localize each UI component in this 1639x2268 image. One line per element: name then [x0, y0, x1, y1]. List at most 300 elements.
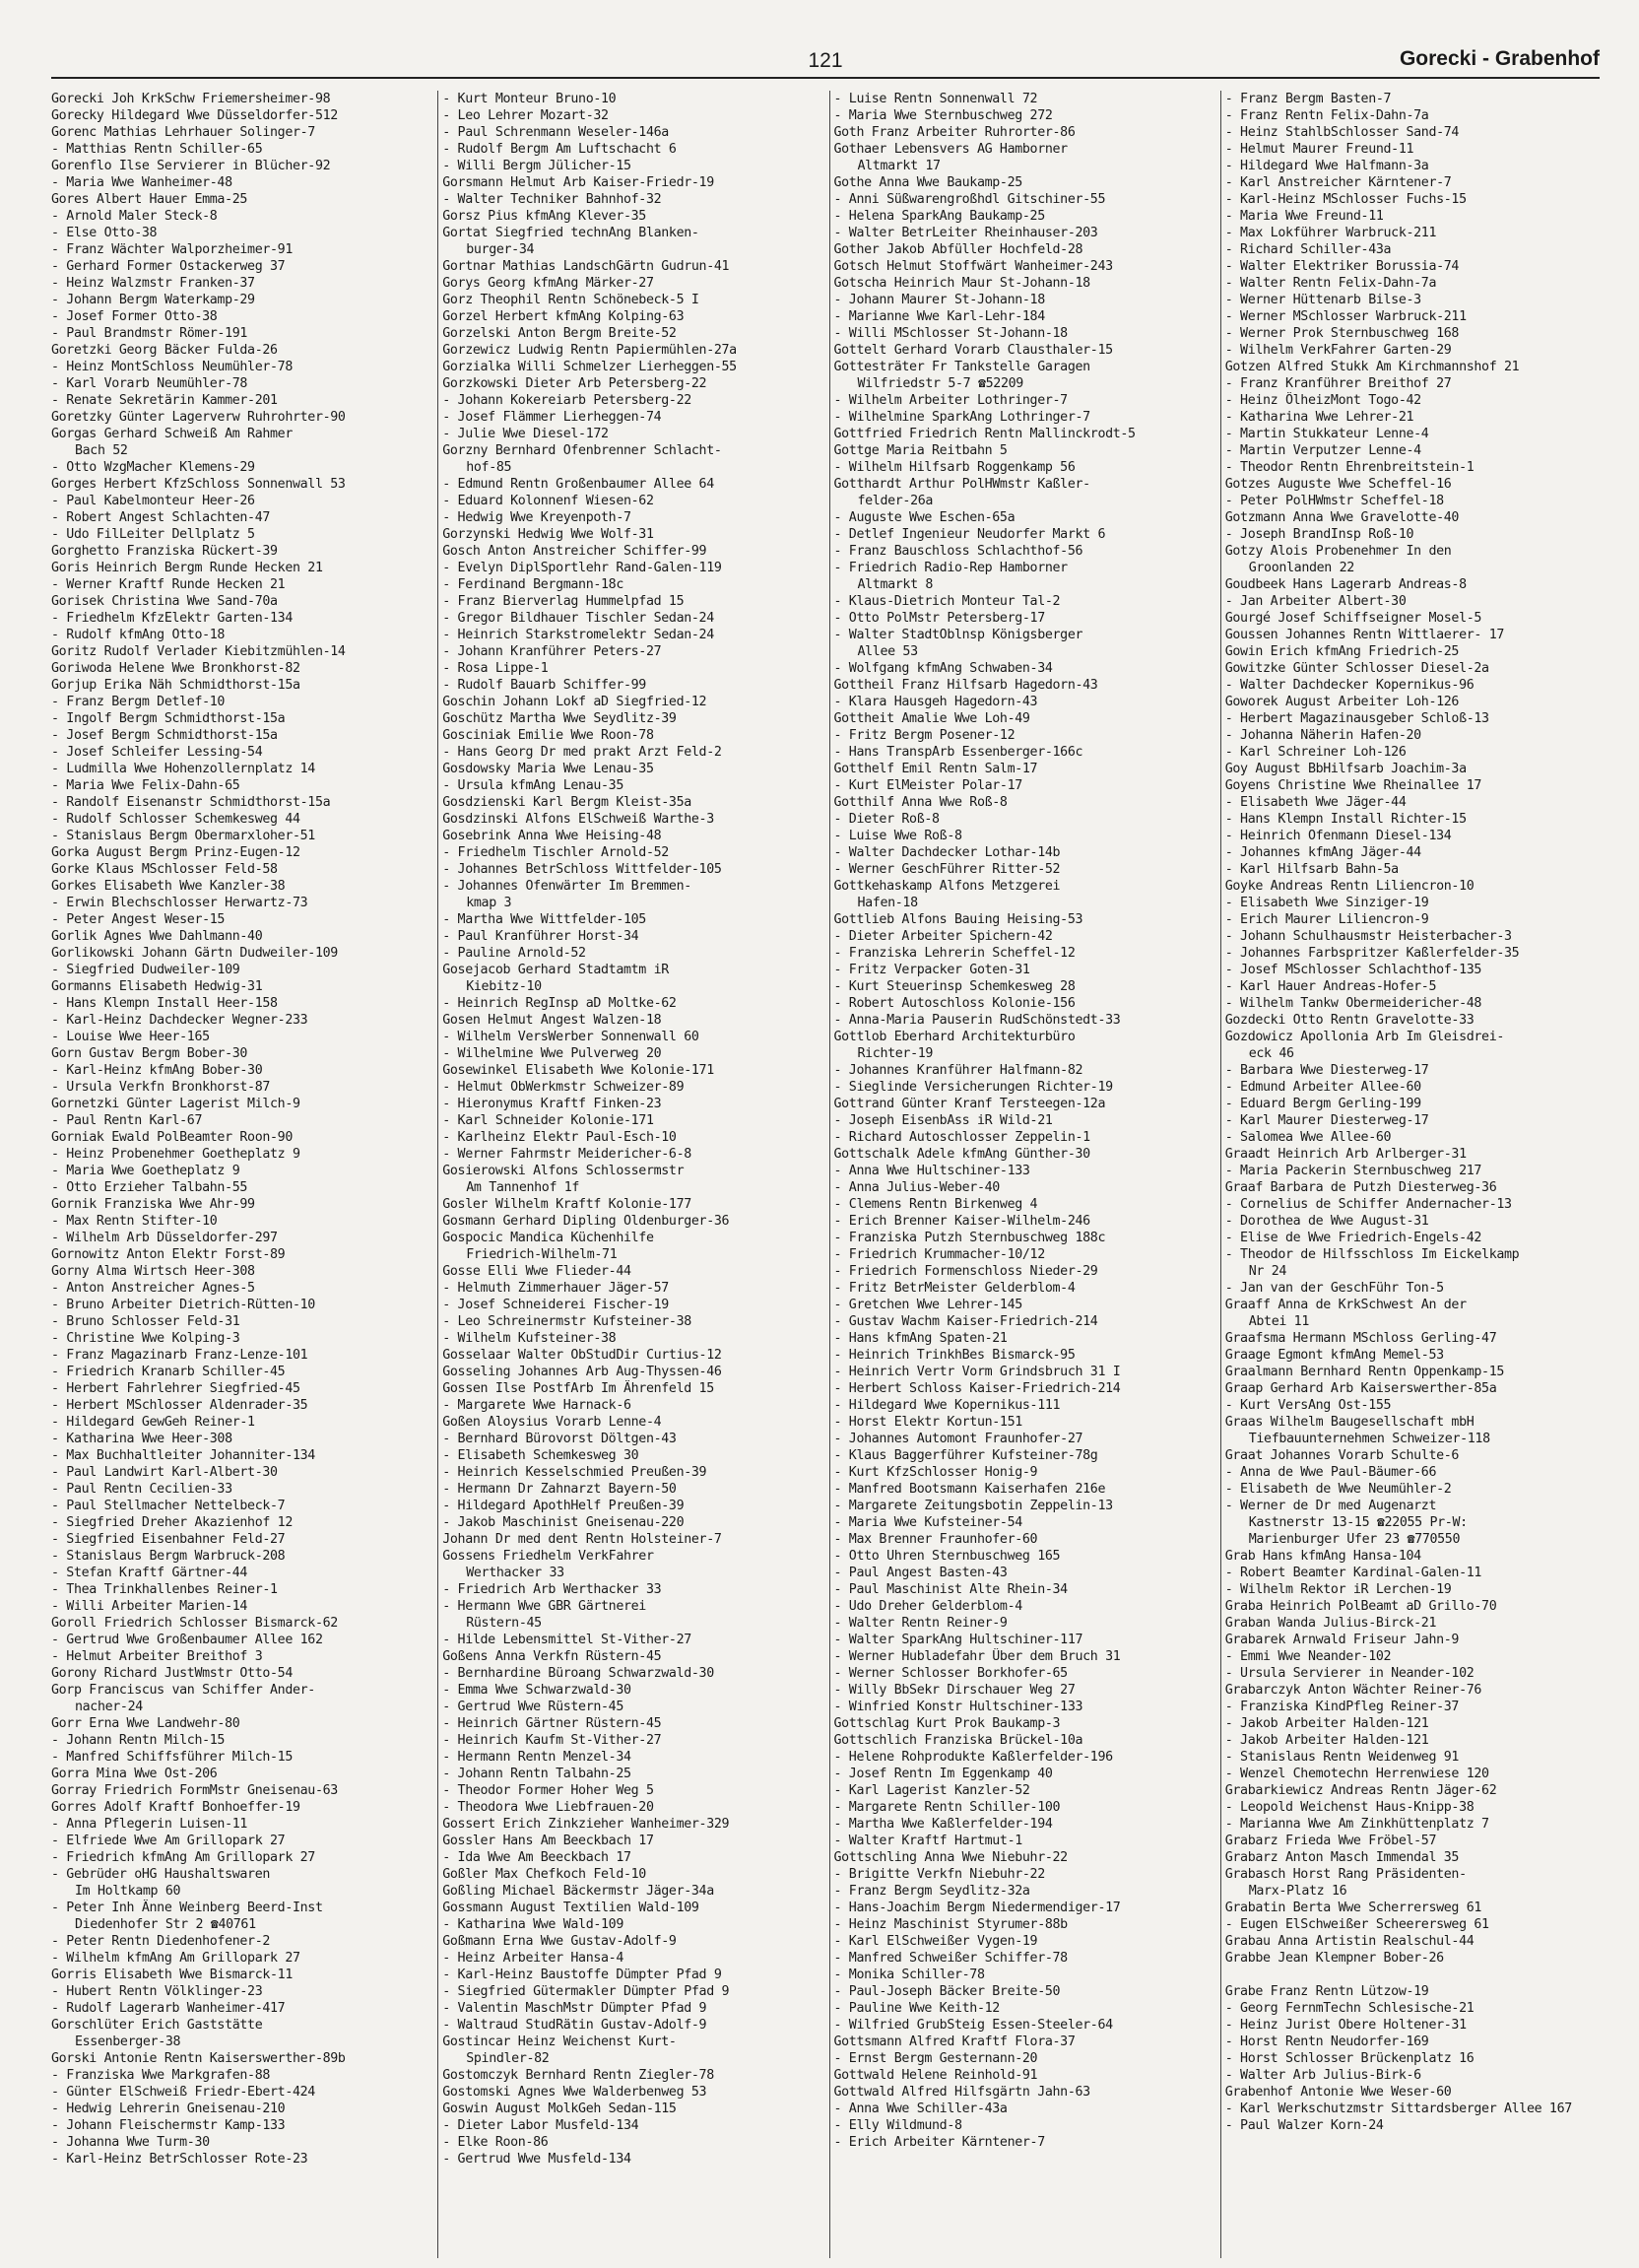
directory-entry: Goth Franz Arbeiter Ruhrorter-86: [833, 125, 1076, 140]
directory-entry: - Bernhard Bürovorst Döltgen-43: [442, 1432, 677, 1446]
directory-entry: - Randolf Eisenanstr Schmidthorst-15a: [51, 795, 331, 810]
directory-entry: - Heinrich TrinkhBes Bismarck-95: [833, 1348, 1076, 1363]
directory-entry: - Johanna Näherin Hafen-20: [1224, 728, 1421, 743]
directory-entry: - Arnold Maler Steck-8: [51, 209, 218, 224]
directory-entry: - Emmi Wwe Neander-102: [1224, 1649, 1392, 1664]
directory-entry: - Jakob Arbeiter Halden-121: [1224, 1733, 1429, 1748]
directory-entry: - Kurt Monteur Bruno-10: [442, 92, 617, 106]
directory-entry: - Walter Arb Julius-Birk-6: [1224, 2068, 1421, 2083]
directory-entry: - Julie Wwe Diesel-172: [442, 427, 609, 441]
directory-entry: - Theodor Rentn Ehrenbreitstein-1: [1224, 460, 1475, 475]
directory-entry: - Waltraud StudRätin Gustav-Adolf-9: [442, 2018, 707, 2033]
directory-entry: - Emma Wwe Schwarzwald-30: [442, 1683, 631, 1698]
directory-entry: Gornetzki Günter Lagerist Milch-9: [51, 1097, 300, 1111]
directory-entry: - Detlef Ingenieur Neudorfer Markt 6: [833, 527, 1106, 542]
directory-entry: Goussen Johannes Rentn Wittlaerer- 17: [1224, 628, 1505, 642]
directory-entry: - Hildegard ApothHelf Preußen-39: [442, 1499, 685, 1513]
directory-entry: - Willi Arbeiter Marien-14: [51, 1599, 248, 1614]
directory-entry: Gorny Alma Wirtsch Heer-308: [51, 1264, 255, 1279]
directory-entry: Nr 24: [1248, 1264, 1287, 1279]
directory-entry: - Karl Hauer Andreas-Hofer-5: [1224, 979, 1437, 994]
directory-entry: - Josef Flämmer Lierheggen-74: [442, 410, 662, 425]
directory-entry: - Rudolf Lagerarb Wanheimer-417: [51, 2001, 286, 2016]
directory-entry: Gores Albert Hauer Emma-25: [51, 192, 248, 207]
directory-entry: - Maria Wwe Kufsteiner-54: [833, 1515, 1022, 1530]
directory-entry: Goyens Christine Wwe Rheinallee 17: [1224, 778, 1482, 793]
directory-entry: - Karl Schneider Kolonie-171: [442, 1113, 654, 1128]
directory-entry: - Heinrich RegInsp aD Moltke-62: [442, 996, 677, 1011]
directory-entry: - Johanna Wwe Turm-30: [51, 2135, 210, 2150]
directory-entry: Gorp Franciscus van Schiffer Ander-: [51, 1683, 315, 1698]
directory-entry: Gosierowski Alfons Schlossermstr: [442, 1164, 685, 1178]
directory-entry: - Leo Lehrer Mozart-32: [442, 108, 609, 123]
directory-entry: Gospocic Mandica Küchenhilfe: [442, 1231, 654, 1245]
directory-entry: hof-85: [466, 460, 512, 475]
directory-entry: - Wilhelm Hilfsarb Roggenkamp 56: [833, 460, 1076, 475]
directory-entry: Gorsmann Helmut Arb Kaiser-Friedr-19: [442, 175, 714, 190]
directory-entry: - Theodor Former Hoher Weg 5: [442, 1783, 654, 1798]
directory-entry: - Erich Arbeiter Kärntener-7: [833, 2135, 1045, 2150]
directory-entry: - Louise Wwe Heer-165: [51, 1030, 210, 1044]
directory-entry: - Heinz MontSchloss Neumühler-78: [51, 360, 293, 374]
directory-entry: Hafen-18: [857, 896, 918, 910]
directory-entry: - Hans-Joachim Bergm Niedermendiger-17: [833, 1901, 1121, 1915]
directory-entry: Graafsma Hermann MSchloss Gerling-47: [1224, 1331, 1497, 1346]
directory-entry: - Johann Maurer St-Johann-18: [833, 293, 1045, 307]
directory-entry: - Manfred Schiffsführer Milch-15: [51, 1750, 293, 1765]
directory-entry: - Helmuth Zimmerhauer Jäger-57: [442, 1281, 669, 1296]
directory-entry: Kiebitz-10: [466, 979, 542, 994]
directory-entry: - Wilhelm VersWerber Sonnenwall 60: [442, 1030, 699, 1044]
directory-entry: - Karlheinz Elektr Paul-Esch-10: [442, 1130, 677, 1145]
directory-entry: Graage Egmont kfmAng Memel-53: [1224, 1348, 1444, 1363]
directory-entry: - Karl ElSchweißer Vygen-19: [833, 1934, 1038, 1949]
directory-entry: Groonlanden 22: [1248, 561, 1354, 575]
directory-entry: - Jan van der GeschFühr Ton-5: [1224, 1281, 1444, 1296]
directory-entry: - Evelyn DiplSportlehr Rand-Galen-119: [442, 561, 722, 575]
directory-entry: - Christine Wwe Kolping-3: [51, 1331, 240, 1346]
directory-entry: - Peter Rentn Diedenhofener-2: [51, 1934, 271, 1949]
directory-entry: Abtei 11: [1248, 1314, 1309, 1329]
directory-entry: Goschin Johann Lokf aD Siegfried-12: [442, 695, 707, 709]
directory-entry: - Walter Rentn Reiner-9: [833, 1616, 1008, 1631]
directory-entry: - Elfriede Wwe Am Grillopark 27: [51, 1834, 286, 1848]
directory-entry: - Brigitte Verkfn Niebuhr-22: [833, 1867, 1045, 1882]
directory-entry: Grabatin Berta Wwe Scherrersweg 61: [1224, 1901, 1482, 1915]
directory-entry: - Friedhelm KfzElektr Garten-134: [51, 611, 293, 626]
directory-entry: - Theodora Wwe Liebfrauen-20: [442, 1800, 654, 1815]
directory-entry: - Horst Rentn Neudorfer-169: [1224, 2035, 1429, 2049]
directory-columns: [51, 91, 1600, 2258]
directory-entry: Gorzny Bernhard Ofenbrenner Schlacht-: [442, 443, 722, 458]
directory-entry: - Jakob Arbeiter Halden-121: [1224, 1716, 1429, 1731]
directory-entry: Tiefbauunternehmen Schweizer-118: [1248, 1432, 1490, 1446]
directory-entry: - Peter PolHWmstr Scheffel-18: [1224, 494, 1444, 508]
directory-entry: Gornik Franziska Wwe Ahr-99: [51, 1197, 255, 1212]
directory-entry: - Rudolf Bergm Am Luftschacht 6: [442, 142, 677, 157]
directory-entry: Goretzky Günter Lagerverw Ruhrohrter-90: [51, 410, 346, 425]
directory-entry: - Martin Stukkateur Lenne-4: [1224, 427, 1429, 441]
directory-entry: - Werner de Dr med Augenarzt: [1224, 1499, 1437, 1513]
directory-entry: - Hermann Rentn Menzel-34: [442, 1750, 631, 1765]
running-head: Gorecki - Grabenhof: [1399, 47, 1600, 70]
directory-entry: - Friedrich Formenschloss Nieder-29: [833, 1264, 1098, 1279]
directory-entry: - Hans Georg Dr med prakt Arzt Feld-2: [442, 745, 722, 760]
directory-entry: Gozdecki Otto Rentn Gravelotte-33: [1224, 1013, 1475, 1028]
directory-entry: - Paul Schrenmann Weseler-146a: [442, 125, 669, 140]
directory-entry: - Elly Wildmund-8: [833, 2118, 962, 2133]
directory-entry: Graadt Heinrich Arb Arlberger-31: [1224, 1147, 1467, 1162]
directory-entry: - Friedrich Kranarb Schiller-45: [51, 1365, 286, 1379]
directory-entry: - Helene Rohprodukte Kaßlerfelder-196: [833, 1750, 1113, 1765]
directory-entry: Goßler Max Chefkoch Feld-10: [442, 1867, 646, 1882]
directory-entry: - Walter Rentn Felix-Dahn-7a: [1224, 276, 1437, 291]
directory-entry: - Ursula Verkfn Bronkhorst-87: [51, 1080, 271, 1095]
directory-entry: - Dieter Arbeiter Spichern-42: [833, 929, 1053, 944]
directory-entry: Grabarz Anton Masch Immendal 35: [1224, 1850, 1460, 1865]
directory-entry: - Johann Rentn Milch-15: [51, 1733, 226, 1748]
directory-entry: - Heinz Walzmstr Franken-37: [51, 276, 255, 291]
directory-entry: - Joseph EisenbAss iR Wild-21: [833, 1113, 1053, 1128]
directory-entry: - Anna Pflegerin Luisen-11: [51, 1817, 248, 1832]
directory-entry: - Dorothea de Wwe August-31: [1224, 1214, 1429, 1229]
directory-entry: Gottelt Gerhard Vorarb Clausthaler-15: [833, 343, 1113, 358]
directory-entry: - Friedrich Arb Werthacker 33: [442, 1582, 662, 1597]
directory-entry: - Willy BbSekr Dirschauer Weg 27: [833, 1683, 1076, 1698]
directory-entry: Gotthelf Emil Rentn Salm-17: [833, 762, 1038, 776]
directory-entry: Gottlieb Alfons Bauing Heising-53: [833, 912, 1083, 927]
directory-entry: - Maria Wwe Freund-11: [1224, 209, 1384, 224]
directory-entry: - Wilhelm Tankw Obermeidericher-48: [1224, 996, 1482, 1011]
directory-entry: Gorkes Elisabeth Wwe Kanzler-38: [51, 879, 286, 894]
directory-entry: - Karl Werkschutzmstr Sittardsberger Allee 167: [1224, 2101, 1572, 2116]
directory-entry: - Johannes Ofenwärter Im Bremmen-: [442, 879, 691, 894]
directory-entry: - Wilfried GrubSteig Essen-Steeler-64: [833, 2018, 1113, 2033]
directory-entry: - Heinrich Gärtner Rüstern-45: [442, 1716, 662, 1731]
directory-entry: - Paul Walzer Korn-24: [1224, 2118, 1384, 2133]
directory-entry: Gossen Ilse PostfArb Im Ährenfeld 15: [442, 1381, 714, 1396]
directory-entry: Grabarkiewicz Andreas Rentn Jäger-62: [1224, 1783, 1497, 1798]
directory-entry: - Max Buchhaltleiter Johanniter-134: [51, 1448, 315, 1463]
directory-entry: Gottwald Helene Reinhold-91: [833, 2068, 1038, 2083]
directory-entry: - Anna Wwe Schiller-43a: [833, 2101, 1008, 2116]
directory-entry: - Bruno Arbeiter Dietrich-Rütten-10: [51, 1298, 315, 1312]
directory-entry: - Karl-Heinz Dachdecker Wegner-233: [51, 1013, 308, 1028]
directory-entry: - Siegfried Eisenbahner Feld-27: [51, 1532, 286, 1547]
directory-entry: - Peter Inh Änne Weinberg Beerd-Inst: [51, 1901, 323, 1915]
directory-entry: - Johannes Kranführer Halfmann-82: [833, 1063, 1083, 1078]
directory-entry: Gottschlich Franziska Brückel-10a: [833, 1733, 1083, 1748]
directory-entry: Gossler Hans Am Beeckbach 17: [442, 1834, 654, 1848]
directory-entry: - Herbert Magazinausgeber Schloß-13: [1224, 711, 1489, 726]
directory-entry: Gorn Gustav Bergm Bober-30: [51, 1046, 248, 1061]
directory-entry: - Thea Trinkhallenbes Reiner-1: [51, 1582, 278, 1597]
directory-entry: - Hildegard GewGeh Reiner-1: [51, 1415, 255, 1430]
directory-entry: Gottheit Amalie Wwe Loh-49: [833, 711, 1030, 726]
directory-entry: - Anton Anstreicher Agnes-5: [51, 1281, 255, 1296]
directory-entry: - Helena SparkAng Baukamp-25: [833, 209, 1045, 224]
directory-entry: - Wilhelm Rektor iR Lerchen-19: [1224, 1582, 1452, 1597]
directory-entry: Rüstern-45: [466, 1616, 542, 1631]
directory-entry: - Helmut Arbeiter Breithof 3: [51, 1649, 263, 1664]
directory-entry: - Ferdinand Bergmann-18c: [442, 577, 623, 592]
directory-entry: - Heinrich Vertr Vorm Grindsbruch 31 I: [833, 1365, 1121, 1379]
directory-entry: - Jakob Maschinist Gneisenau-220: [442, 1515, 685, 1530]
directory-entry: - Elise de Wwe Friedrich-Engels-42: [1224, 1231, 1482, 1245]
directory-entry: - Karl Hilfsarb Bahn-5a: [1224, 862, 1399, 877]
directory-entry: - Wilhelm kfmAng Am Grillopark 27: [51, 1951, 300, 1966]
directory-entry: - Robert Autoschloss Kolonie-156: [833, 996, 1076, 1011]
directory-entry: Gottwald Alfred Hilfsgärtn Jahn-63: [833, 2085, 1090, 2100]
directory-entry: - Karl-Heinz Baustoffe Dümpter Pfad 9: [442, 1968, 722, 1982]
directory-entry: - Stefan Kraftf Gärtner-44: [51, 1566, 248, 1580]
directory-entry: - Barbara Wwe Diesterweg-17: [1224, 1063, 1429, 1078]
directory-entry: Gotthardt Arthur PolHWmstr Kaßler-: [833, 477, 1090, 492]
directory-entry: - Josef Former Otto-38: [51, 309, 218, 324]
directory-entry: - Stanislaus Bergm Obermarxloher-51: [51, 829, 315, 843]
directory-entry: - Wilhelm Kufsteiner-38: [442, 1331, 617, 1346]
directory-entry: - Gertrud Wwe Großenbaumer Allee 162: [51, 1633, 323, 1647]
directory-entry: Gortnar Mathias LandschGärtn Gudrun-41: [442, 259, 730, 274]
directory-entry: - Edmund Rentn Großenbaumer Allee 64: [442, 477, 714, 492]
directory-entry: - Maria Wwe Goetheplatz 9: [51, 1164, 240, 1178]
directory-entry: Graalmann Bernhard Rentn Oppenkamp-15: [1224, 1365, 1505, 1379]
directory-entry: Goriwoda Helene Wwe Bronkhorst-82: [51, 661, 300, 676]
directory-entry: - Wilhelm VerkFahrer Garten-29: [1224, 343, 1452, 358]
directory-entry: - Robert Angest Schlachten-47: [51, 510, 271, 525]
directory-entry: Gourgé Josef Schiffseigner Mosel-5: [1224, 611, 1482, 626]
directory-entry: - Werner MSchlosser Warbruck-211: [1224, 309, 1467, 324]
directory-entry: - Else Otto-38: [51, 226, 158, 240]
directory-entry: - Johann Rentn Talbahn-25: [442, 1767, 631, 1781]
directory-entry: - Helmut ObWerkmstr Schweizer-89: [442, 1080, 685, 1095]
directory-entry: - Hans Klempn Install Richter-15: [1224, 812, 1467, 827]
directory-entry: eck 46: [1248, 1046, 1294, 1061]
directory-entry: - Martha Wwe Kaßlerfelder-194: [833, 1817, 1053, 1832]
directory-entry: Essenberger-38: [75, 2035, 181, 2049]
directory-entry: - Hubert Rentn Völklinger-23: [51, 1984, 263, 1999]
directory-entry: Graba Heinrich PolBeamt aD Grillo-70: [1224, 1599, 1497, 1614]
directory-entry: Gottge Maria Reitbahn 5: [833, 443, 1008, 458]
directory-entry: - Heinz StahlbSchlosser Sand-74: [1224, 125, 1460, 140]
directory-entry: - Auguste Wwe Eschen-65a: [833, 510, 1016, 525]
directory-entry: - Friedhelm Tischler Arnold-52: [442, 845, 669, 860]
directory-entry: - Wilhelmine SparkAng Lothringer-7: [833, 410, 1090, 425]
directory-entry: Gosen Helmut Angest Walzen-18: [442, 1013, 662, 1028]
directory-entry: - Kurt Steuerinsp Schemkesweg 28: [833, 979, 1076, 994]
directory-entry: - Wilhelm Arbeiter Lothringer-7: [833, 393, 1068, 408]
directory-entry: - Josef Bergm Schmidthorst-15a: [51, 728, 278, 743]
directory-entry: - Paul Landwirt Karl-Albert-30: [51, 1465, 278, 1480]
directory-entry: - Wilhelmine Wwe Pulverweg 20: [442, 1046, 662, 1061]
directory-column-3: [829, 91, 1209, 2258]
directory-entry: - Helmut Maurer Freund-11: [1224, 142, 1414, 157]
directory-entry: Altmarkt 8: [857, 577, 934, 592]
directory-entry: - Siegfried Dudweiler-109: [51, 963, 240, 977]
directory-entry: - Monika Schiller-78: [833, 1968, 985, 1982]
directory-entry: - Johann Fleischermstr Kamp-133: [51, 2118, 286, 2133]
directory-entry: Marx-Platz 16: [1248, 1884, 1347, 1899]
directory-entry: - Bruno Schlosser Feld-31: [51, 1314, 240, 1329]
directory-entry: - Hans TranspArb Essenberger-166c: [833, 745, 1083, 760]
directory-entry: - Wenzel Chemotechn Herrenwiese 120: [1224, 1767, 1489, 1781]
directory-entry: - Edmund Arbeiter Allee-60: [1224, 1080, 1421, 1095]
directory-entry: - Eugen ElSchweißer Scheerersweg 61: [1224, 1917, 1489, 1932]
directory-entry: - Maria Packerin Sternbuschweg 217: [1224, 1164, 1482, 1178]
directory-entry: - Franz Bierverlag Hummelpfad 15: [442, 594, 685, 609]
directory-entry: Gottrand Günter Kranf Tersteegen-12a: [833, 1097, 1106, 1111]
directory-entry: - Werner Schlosser Borkhofer-65: [833, 1666, 1068, 1681]
directory-entry: - Otto WzgMacher Klemens-29: [51, 460, 255, 475]
directory-entry: Richter-19: [857, 1046, 934, 1061]
directory-entry: Wilfriedstr 5-7 ☎52209: [857, 376, 1023, 391]
directory-entry: - Elisabeth Wwe Sinziger-19: [1224, 896, 1429, 910]
directory-column-2: [437, 91, 817, 2258]
directory-entry: Gotscha Heinrich Maur St-Johann-18: [833, 276, 1090, 291]
directory-entry: - Werner Hüttenarb Bilse-3: [1224, 293, 1421, 307]
directory-entry: [1225, 1967, 1600, 1983]
directory-entry: Gosse Elli Wwe Flieder-44: [442, 1264, 631, 1279]
directory-entry: - Rudolf Schlosser Schemkesweg 44: [51, 812, 300, 827]
directory-entry: - Salomea Wwe Allee-60: [1224, 1130, 1392, 1145]
directory-entry: - Franz Kranführer Breithof 27: [1224, 376, 1452, 391]
directory-entry: - Dieter Labor Musfeld-134: [442, 2118, 639, 2133]
directory-entry: - Heinz ÖlheizMont Togo-42: [1224, 393, 1421, 408]
directory-entry: Gorzialka Willi Schmelzer Lierheggen-55: [442, 360, 737, 374]
directory-entry: Goy August BbHilfsarb Joachim-3a: [1224, 762, 1467, 776]
directory-entry: Gosseling Johannes Arb Aug-Thyssen-46: [442, 1365, 722, 1379]
directory-entry: - Walter Dachdecker Lothar-14b: [833, 845, 1061, 860]
directory-entry: Gotzmann Anna Wwe Gravelotte-40: [1224, 510, 1460, 525]
directory-entry: felder-26a: [857, 494, 934, 508]
directory-entry: - Gebrüder oHG Haushaltswaren: [51, 1867, 271, 1882]
directory-entry: - Stanislaus Bergm Warbruck-208: [51, 1549, 286, 1564]
directory-entry: - Josef Rentn Im Eggenkamp 40: [833, 1767, 1053, 1781]
directory-entry: - Elke Roon-86: [442, 2135, 549, 2150]
directory-entry: Gorzewicz Ludwig Rentn Papiermühlen-27a: [442, 343, 737, 358]
directory-entry: Gorony Richard JustWmstr Otto-54: [51, 1666, 293, 1681]
directory-entry: Gorlikowski Johann Gärtn Dudweiler-109: [51, 946, 338, 961]
directory-entry: - Siegfried Dreher Akazienhof 12: [51, 1515, 293, 1530]
directory-entry: - Walter Techniker Bahnhof-32: [442, 192, 662, 207]
directory-entry: - Franz Bergm Seydlitz-32a: [833, 1884, 1030, 1899]
directory-entry: Goschütz Martha Wwe Seydlitz-39: [442, 711, 677, 726]
directory-entry: - Renate Sekretärin Kammer-201: [51, 393, 278, 408]
directory-entry: - Dieter Roß-8: [833, 812, 940, 827]
directory-entry: - Walter SparkAng Hultschiner-117: [833, 1633, 1083, 1647]
directory-entry: - Rudolf Bauarb Schiffer-99: [442, 678, 646, 693]
directory-entry: - Johann Bergm Waterkamp-29: [51, 293, 255, 307]
directory-entry: - Katharina Wwe Wald-109: [442, 1917, 623, 1932]
directory-entry: Gotsch Helmut Stoffwärt Wanheimer-243: [833, 259, 1113, 274]
directory-entry: Goswin August MolkGeh Sedan-115: [442, 2101, 677, 2116]
directory-entry: - Herbert Schloss Kaiser-Friedrich-214: [833, 1381, 1121, 1396]
directory-entry: Graban Wanda Julius-Birck-21: [1224, 1616, 1437, 1631]
directory-entry: - Udo FilLeiter Dellplatz 5: [51, 527, 255, 542]
directory-entry: - Maria Wwe Felix-Dahn-65: [51, 778, 240, 793]
directory-entry: Grabe Franz Rentn Lützow-19: [1224, 1984, 1429, 1999]
directory-entry: - Friedrich kfmAng Am Grillopark 27: [51, 1850, 315, 1865]
directory-entry: - Ida Wwe Am Beeckbach 17: [442, 1850, 631, 1865]
directory-entry: - Walter Elektriker Borussia-74: [1224, 259, 1460, 274]
directory-entry: Gormanns Elisabeth Hedwig-31: [51, 979, 263, 994]
directory-entry: Gostincar Heinz Weichenst Kurt-: [442, 2035, 677, 2049]
directory-entry: Gostomczyk Bernhard Rentn Ziegler-78: [442, 2068, 714, 2083]
directory-entry: - Anni Süßwarengroßhdl Gitschiner-55: [833, 192, 1106, 207]
directory-entry: - Heinz Probenehmer Goetheplatz 9: [51, 1147, 300, 1162]
directory-entry: - Werner GeschFührer Ritter-52: [833, 862, 1061, 877]
directory-entry: - Walter Kraftf Hartmut-1: [833, 1834, 1022, 1848]
directory-entry: - Heinz Jurist Obere Holtener-31: [1224, 2018, 1467, 2033]
directory-entry: - Gertrud Wwe Musfeld-134: [442, 2152, 631, 2167]
directory-entry: - Gregor Bildhauer Tischler Sedan-24: [442, 611, 714, 626]
directory-entry: - Paul Rentn Cecilien-33: [51, 1482, 232, 1497]
directory-entry: - Anna-Maria Pauserin RudSchönstedt-33: [833, 1013, 1121, 1028]
directory-entry: - Luise Wwe Roß-8: [833, 829, 962, 843]
directory-entry: Gottsmann Alfred Kraftf Flora-37: [833, 2035, 1076, 2049]
directory-entry: - Werner Fahrmstr Meidericher-6-8: [442, 1147, 691, 1162]
directory-entry: Goworek August Arbeiter Loh-126: [1224, 695, 1460, 709]
directory-entry: Gosmann Gerhard Dipling Oldenburger-36: [442, 1214, 730, 1229]
directory-entry: - Clemens Rentn Birkenweg 4: [833, 1197, 1038, 1212]
directory-entry: - Heinrich Kaufm St-Vither-27: [442, 1733, 662, 1748]
directory-entry: - Otto PolMstr Petersberg-17: [833, 611, 1045, 626]
directory-entry: Goritz Rudolf Verlader Kiebitzmühlen-14: [51, 644, 346, 659]
directory-entry: - Katharina Wwe Heer-308: [51, 1432, 232, 1446]
directory-entry: - Franz Rentn Felix-Dahn-7a: [1224, 108, 1429, 123]
directory-entry: - Martha Wwe Wittfelder-105: [442, 912, 646, 927]
directory-entry: - Manfred Bootsmann Kaiserhafen 216e: [833, 1482, 1106, 1497]
directory-entry: - Wolfgang kfmAng Schwaben-34: [833, 661, 1053, 676]
directory-entry: Gothe Anna Wwe Baukamp-25: [833, 175, 1022, 190]
directory-entry: Gowin Erich kfmAng Friedrich-25: [1224, 644, 1460, 659]
directory-entry: - Maria Wwe Wanheimer-48: [51, 175, 232, 190]
directory-entry: - Hedwig Wwe Kreyenpoth-7: [442, 510, 631, 525]
directory-entry: Gosciniak Emilie Wwe Roon-78: [442, 728, 654, 743]
directory-entry: Goris Heinrich Bergm Runde Hecken 21: [51, 561, 323, 575]
directory-entry: - Gustav Wachm Kaiser-Friedrich-214: [833, 1314, 1098, 1329]
directory-entry: Gorke Klaus MSchlosser Feld-58: [51, 862, 278, 877]
directory-entry: - Erich Maurer Liliencron-9: [1224, 912, 1429, 927]
directory-entry: - Cornelius de Schiffer Andernacher-13: [1224, 1197, 1512, 1212]
directory-entry: Grabarek Arnwald Friseur Jahn-9: [1224, 1633, 1460, 1647]
directory-entry: - Kurt KfzSchlosser Honig-9: [833, 1465, 1038, 1480]
directory-entry: - Willi MSchlosser St-Johann-18: [833, 326, 1068, 341]
directory-entry: - Leo Schreinermstr Kufsteiner-38: [442, 1314, 691, 1329]
directory-entry: - Friedrich Krummacher-10/12: [833, 1247, 1045, 1262]
directory-entry: Gostomski Agnes Wwe Walderbenweg 53: [442, 2085, 707, 2100]
directory-entry: Grabasch Horst Rang Präsidenten-: [1224, 1867, 1467, 1882]
directory-entry: Gosch Anton Anstreicher Schiffer-99: [442, 544, 707, 559]
directory-entry: Im Holtkamp 60: [75, 1884, 181, 1899]
directory-entry: - Pauline Wwe Keith-12: [833, 2001, 1000, 2016]
directory-entry: - Johann Schulhausmstr Heisterbacher-3: [1224, 929, 1512, 944]
directory-entry: Graaf Barbara de Putzh Diesterweg-36: [1224, 1180, 1497, 1195]
directory-entry: Grabarczyk Anton Wächter Reiner-76: [1224, 1683, 1482, 1698]
directory-entry: - Friedrich Radio-Rep Hamborner: [833, 561, 1068, 575]
directory-entry: Gorzkowski Dieter Arb Petersberg-22: [442, 376, 707, 391]
directory-entry: Gothaer Lebensvers AG Hamborner: [833, 142, 1068, 157]
directory-entry: Gorris Elisabeth Wwe Bismarck-11: [51, 1968, 293, 1982]
directory-entry: Graaff Anna de KrkSchwest An der: [1224, 1298, 1467, 1312]
directory-entry: Gottheil Franz Hilfsarb Hagedorn-43: [833, 678, 1098, 693]
directory-entry: - Hans kfmAng Spaten-21: [833, 1331, 1008, 1346]
directory-entry: - Franz Bauschloss Schlachthof-56: [833, 544, 1083, 559]
directory-entry: - Josef Schleifer Lessing-54: [51, 745, 263, 760]
directory-entry: - Johann Kokereiarb Petersberg-22: [442, 393, 691, 408]
directory-entry: - Werner Kraftf Runde Hecken 21: [51, 577, 286, 592]
directory-entry: - Ursula kfmAng Lenau-35: [442, 778, 623, 793]
